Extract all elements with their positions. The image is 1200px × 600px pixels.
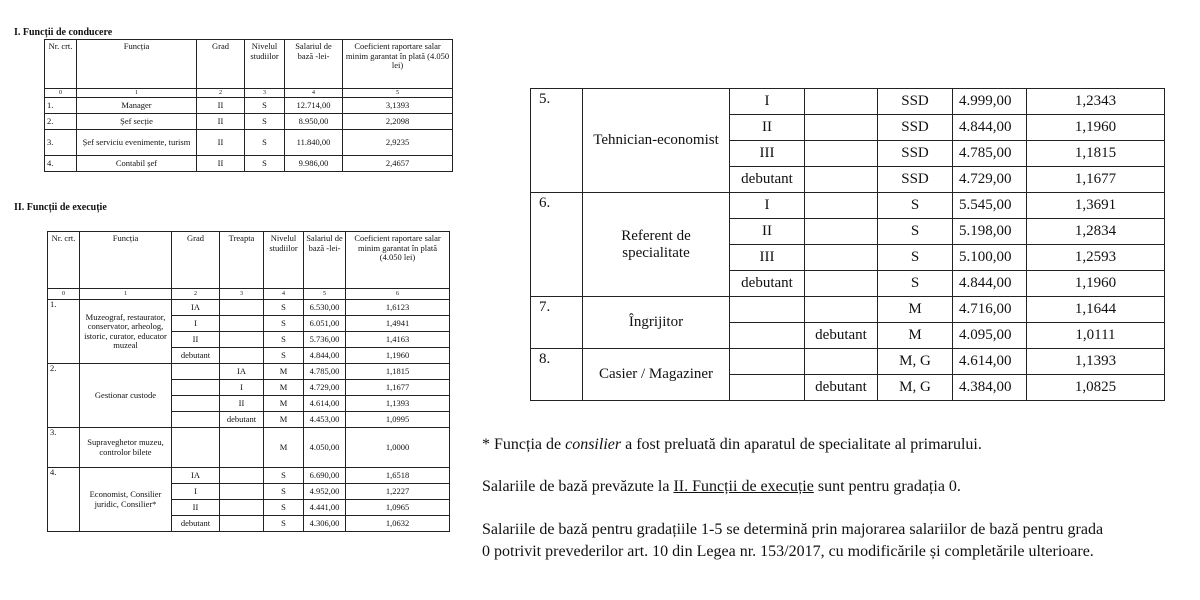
- cell-treapta: [805, 193, 878, 219]
- cell-grad: IA: [172, 468, 220, 484]
- cell-grad: II: [730, 115, 805, 141]
- cell-grad: [730, 323, 805, 349]
- table-executie-continuare: [530, 88, 1165, 401]
- cell-coef: 2,9235: [343, 130, 453, 156]
- cell-coef: 1,1960: [346, 348, 450, 364]
- cell-treapta: [805, 167, 878, 193]
- cell-coef: 1,1677: [346, 380, 450, 396]
- table-row: [45, 130, 453, 156]
- cell-treapta: [805, 141, 878, 167]
- cell-salariu: 12.714,00: [285, 98, 343, 114]
- cell-coef: 1,1677: [1027, 167, 1165, 193]
- section-title-conducere: I. Funcții de conducere: [14, 27, 113, 38]
- index-cell: 6: [346, 289, 450, 300]
- cell-coef: 1,2593: [1027, 245, 1165, 271]
- table-row: [531, 89, 1165, 115]
- cell-treapta: debutant: [220, 412, 264, 428]
- cell-salariu: 4.844,00: [304, 348, 346, 364]
- cell-studii: M: [878, 323, 953, 349]
- cell-studii: S: [264, 484, 304, 500]
- cell-salariu: 5.545,00: [953, 193, 1027, 219]
- cell-treapta: II: [220, 396, 264, 412]
- index-cell: 5: [343, 89, 453, 98]
- cell-nr: 2.: [48, 364, 80, 428]
- cell-grad: II: [172, 500, 220, 516]
- cell-grad: II: [197, 156, 245, 172]
- cell-coef: 1,0825: [1027, 375, 1165, 401]
- cell-functia: Referent de specialitate: [583, 193, 730, 297]
- cell-treapta: [220, 316, 264, 332]
- cell-grad: I: [730, 193, 805, 219]
- cell-salariu: 4.729,00: [304, 380, 346, 396]
- cell-studii: S: [245, 130, 285, 156]
- table-row: [531, 193, 1165, 219]
- cell-studii: SSD: [878, 141, 953, 167]
- cell-coef: 1,2834: [1027, 219, 1165, 245]
- cell-coef: 1,6123: [346, 300, 450, 316]
- cell-salariu: 4.441,00: [304, 500, 346, 516]
- cell-salariu: 4.306,00: [304, 516, 346, 532]
- cell-grad: debutant: [730, 271, 805, 297]
- cell-grad: II: [197, 130, 245, 156]
- cell-grad: I: [172, 316, 220, 332]
- cell-nr: 3.: [45, 130, 77, 156]
- cell-nr: 4.: [45, 156, 77, 172]
- header-cell: Grad: [172, 232, 220, 289]
- header-cell: Nivelul studiilor: [245, 40, 285, 89]
- cell-treapta: [220, 300, 264, 316]
- cell-grad: [730, 297, 805, 323]
- table-executie: [47, 231, 450, 532]
- cell-functia: Contabil șef: [77, 156, 197, 172]
- header-cell: Funcția: [77, 40, 197, 89]
- cell-grad: debutant: [172, 348, 220, 364]
- cell-salariu: 5.100,00: [953, 245, 1027, 271]
- cell-salariu: 4.785,00: [304, 364, 346, 380]
- cell-coef: 3,1393: [343, 98, 453, 114]
- cell-functia: Economist, Consilier juridic, Consilier*: [80, 468, 172, 532]
- cell-studii: M: [264, 364, 304, 380]
- cell-nr: 8.: [531, 349, 583, 401]
- cell-grad: II: [197, 98, 245, 114]
- cell-treapta: [805, 297, 878, 323]
- cell-nr: 2.: [45, 114, 77, 130]
- cell-coef: 1,1393: [1027, 349, 1165, 375]
- cell-nr: 6.: [531, 193, 583, 297]
- cell-salariu: 4.095,00: [953, 323, 1027, 349]
- cell-salariu: 4.952,00: [304, 484, 346, 500]
- header-cell: Salariul de bază -lei-: [304, 232, 346, 289]
- cell-studii: S: [264, 516, 304, 532]
- table-row: [45, 156, 453, 172]
- cell-salariu: 4.453,00: [304, 412, 346, 428]
- cell-treapta: [220, 484, 264, 500]
- cell-treapta: [220, 332, 264, 348]
- table-row: [48, 468, 450, 484]
- cell-functia: Îngrijitor: [583, 297, 730, 349]
- cell-treapta: [220, 348, 264, 364]
- cell-salariu: 9.986,00: [285, 156, 343, 172]
- cell-functia: Manager: [77, 98, 197, 114]
- cell-coef: 1,0111: [1027, 323, 1165, 349]
- cell-salariu: 4.614,00: [953, 349, 1027, 375]
- cell-coef: 1,1960: [1027, 115, 1165, 141]
- table-row: [48, 428, 450, 468]
- cell-grad: III: [730, 141, 805, 167]
- header-cell: Nr. crt.: [45, 40, 77, 89]
- cell-grad: [172, 412, 220, 428]
- cell-salariu: 11.840,00: [285, 130, 343, 156]
- section-title-executie: II. Funcții de execuție: [14, 202, 107, 213]
- index-cell: 5: [304, 289, 346, 300]
- cell-studii: S: [878, 219, 953, 245]
- header-cell: Treapta: [220, 232, 264, 289]
- cell-coef: 1,4163: [346, 332, 450, 348]
- cell-grad: [172, 428, 220, 468]
- cell-nr: 7.: [531, 297, 583, 349]
- index-cell: 4: [285, 89, 343, 98]
- index-cell: 1: [77, 89, 197, 98]
- cell-treapta: [805, 271, 878, 297]
- cell-salariu: 4.384,00: [953, 375, 1027, 401]
- cell-coef: 1,4941: [346, 316, 450, 332]
- cell-grad: [730, 375, 805, 401]
- index-cell: 0: [45, 89, 77, 98]
- note-gradatia-0: Salariile de bază prevăzute la II. Funcții de execuție sunt pentru gradația 0.: [482, 478, 961, 495]
- header-cell: Nr. crt.: [48, 232, 80, 289]
- header-cell: Nivelul studiilor: [264, 232, 304, 289]
- cell-salariu: 6.051,00: [304, 316, 346, 332]
- cell-studii: M, G: [878, 375, 953, 401]
- cell-studii: SSD: [878, 89, 953, 115]
- cell-studii: S: [878, 193, 953, 219]
- header-cell: Coeficient raportare salar minim garantat în plată (4.050 lei): [346, 232, 450, 289]
- cell-grad: III: [730, 245, 805, 271]
- cell-studii: S: [264, 468, 304, 484]
- cell-grad: I: [730, 89, 805, 115]
- header-cell: Coeficient raportare salar minim garantat în plată (4.050 lei): [343, 40, 453, 89]
- index-cell: 1: [80, 289, 172, 300]
- cell-nr: 1.: [48, 300, 80, 364]
- cell-coef: 1,3691: [1027, 193, 1165, 219]
- header-row: [45, 40, 453, 89]
- cell-treapta: [805, 219, 878, 245]
- cell-coef: 1,6518: [346, 468, 450, 484]
- cell-studii: M: [264, 396, 304, 412]
- cell-coef: 2,4657: [343, 156, 453, 172]
- cell-functia: Casier / Magaziner: [583, 349, 730, 401]
- cell-studii: M: [878, 297, 953, 323]
- index-row: [45, 89, 453, 98]
- cell-grad: II: [730, 219, 805, 245]
- cell-coef: 1,1960: [1027, 271, 1165, 297]
- header-cell: Salariul de bază -lei-: [285, 40, 343, 89]
- cell-salariu: 4.614,00: [304, 396, 346, 412]
- table-row: [48, 300, 450, 316]
- cell-functia: Supraveghetor muzeu, controlor bilete: [80, 428, 172, 468]
- index-cell: 2: [197, 89, 245, 98]
- table-row: [531, 349, 1165, 375]
- cell-grad: debutant: [730, 167, 805, 193]
- index-cell: 4: [264, 289, 304, 300]
- cell-functia: Tehnician-economist: [583, 89, 730, 193]
- index-cell: 3: [220, 289, 264, 300]
- cell-salariu: 8.950,00: [285, 114, 343, 130]
- note-gradatii-1-5-line1: Salariile de bază pentru gradațiile 1-5 se determină prin majorarea salariilor de bază pentru grada: [482, 521, 1104, 538]
- cell-coef: 1,1815: [346, 364, 450, 380]
- cell-grad: I: [172, 484, 220, 500]
- header-cell: Grad: [197, 40, 245, 89]
- cell-treapta: [220, 428, 264, 468]
- cell-grad: [730, 349, 805, 375]
- cell-grad: [172, 396, 220, 412]
- cell-functia: Muzeograf, restaurator, conservator, arheolog, istoric, curator, educator muzeal: [80, 300, 172, 364]
- cell-grad: [172, 380, 220, 396]
- cell-nr: 4.: [48, 468, 80, 532]
- cell-grad: debutant: [172, 516, 220, 532]
- cell-grad: IA: [172, 300, 220, 316]
- cell-studii: S: [264, 348, 304, 364]
- cell-salariu: 4.999,00: [953, 89, 1027, 115]
- cell-studii: S: [264, 300, 304, 316]
- index-cell: 2: [172, 289, 220, 300]
- cell-coef: 1,0995: [346, 412, 450, 428]
- index-cell: 0: [48, 289, 80, 300]
- cell-grad: II: [197, 114, 245, 130]
- cell-functia: Șef secție: [77, 114, 197, 130]
- table-row: [45, 114, 453, 130]
- cell-salariu: 4.844,00: [953, 115, 1027, 141]
- section-reference-link: II. Funcții de execuție: [673, 478, 814, 495]
- cell-salariu: 4.050,00: [304, 428, 346, 468]
- cell-salariu: 6.690,00: [304, 468, 346, 484]
- cell-studii: SSD: [878, 167, 953, 193]
- cell-coef: 1,1815: [1027, 141, 1165, 167]
- index-row: [48, 289, 450, 300]
- cell-salariu: 5.736,00: [304, 332, 346, 348]
- cell-salariu: 6.530,00: [304, 300, 346, 316]
- cell-studii: S: [264, 332, 304, 348]
- cell-treapta: debutant: [805, 323, 878, 349]
- cell-studii: S: [878, 245, 953, 271]
- cell-studii: S: [245, 114, 285, 130]
- cell-coef: 1,0000: [346, 428, 450, 468]
- cell-treapta: IA: [220, 364, 264, 380]
- cell-treapta: I: [220, 380, 264, 396]
- cell-treapta: debutant: [805, 375, 878, 401]
- cell-nr: 5.: [531, 89, 583, 193]
- cell-studii: S: [245, 156, 285, 172]
- cell-coef: 1,0632: [346, 516, 450, 532]
- cell-treapta: [220, 468, 264, 484]
- header-row: [48, 232, 450, 289]
- cell-functia: Șef serviciu evenimente, turism: [77, 130, 197, 156]
- index-cell: 3: [245, 89, 285, 98]
- cell-nr: 1.: [45, 98, 77, 114]
- cell-coef: 2,2098: [343, 114, 453, 130]
- cell-treapta: [805, 89, 878, 115]
- cell-salariu: 4.844,00: [953, 271, 1027, 297]
- cell-coef: 1,1393: [346, 396, 450, 412]
- cell-studii: S: [264, 316, 304, 332]
- cell-studii: M: [264, 412, 304, 428]
- note-gradatii-1-5-line2: 0 potrivit prevederilor art. 10 din Legea nr. 153/2017, cu modificările și completările ulterioare.: [482, 543, 1094, 560]
- cell-treapta: [220, 516, 264, 532]
- cell-studii: M: [264, 380, 304, 396]
- cell-studii: S: [878, 271, 953, 297]
- note-consilier: * Funcția de consilier a fost preluată din aparatul de specialitate al primarului.: [482, 436, 982, 453]
- table-row: [531, 297, 1165, 323]
- cell-studii: M, G: [878, 349, 953, 375]
- cell-coef: 1,0965: [346, 500, 450, 516]
- table-row: [48, 364, 450, 380]
- table-conducere: [44, 39, 453, 172]
- header-cell: Funcția: [80, 232, 172, 289]
- cell-salariu: 5.198,00: [953, 219, 1027, 245]
- table-row: [45, 98, 453, 114]
- cell-functia: Gestionar custode: [80, 364, 172, 428]
- cell-salariu: 4.716,00: [953, 297, 1027, 323]
- cell-studii: M: [264, 428, 304, 468]
- cell-studii: S: [245, 98, 285, 114]
- cell-treapta: [805, 115, 878, 141]
- cell-studii: S: [264, 500, 304, 516]
- cell-coef: 1,2227: [346, 484, 450, 500]
- cell-coef: 1,1644: [1027, 297, 1165, 323]
- cell-salariu: 4.785,00: [953, 141, 1027, 167]
- cell-nr: 3.: [48, 428, 80, 468]
- cell-treapta: [220, 500, 264, 516]
- cell-grad: [172, 364, 220, 380]
- cell-salariu: 4.729,00: [953, 167, 1027, 193]
- cell-grad: II: [172, 332, 220, 348]
- cell-coef: 1,2343: [1027, 89, 1165, 115]
- cell-treapta: [805, 245, 878, 271]
- cell-studii: SSD: [878, 115, 953, 141]
- cell-treapta: [805, 349, 878, 375]
